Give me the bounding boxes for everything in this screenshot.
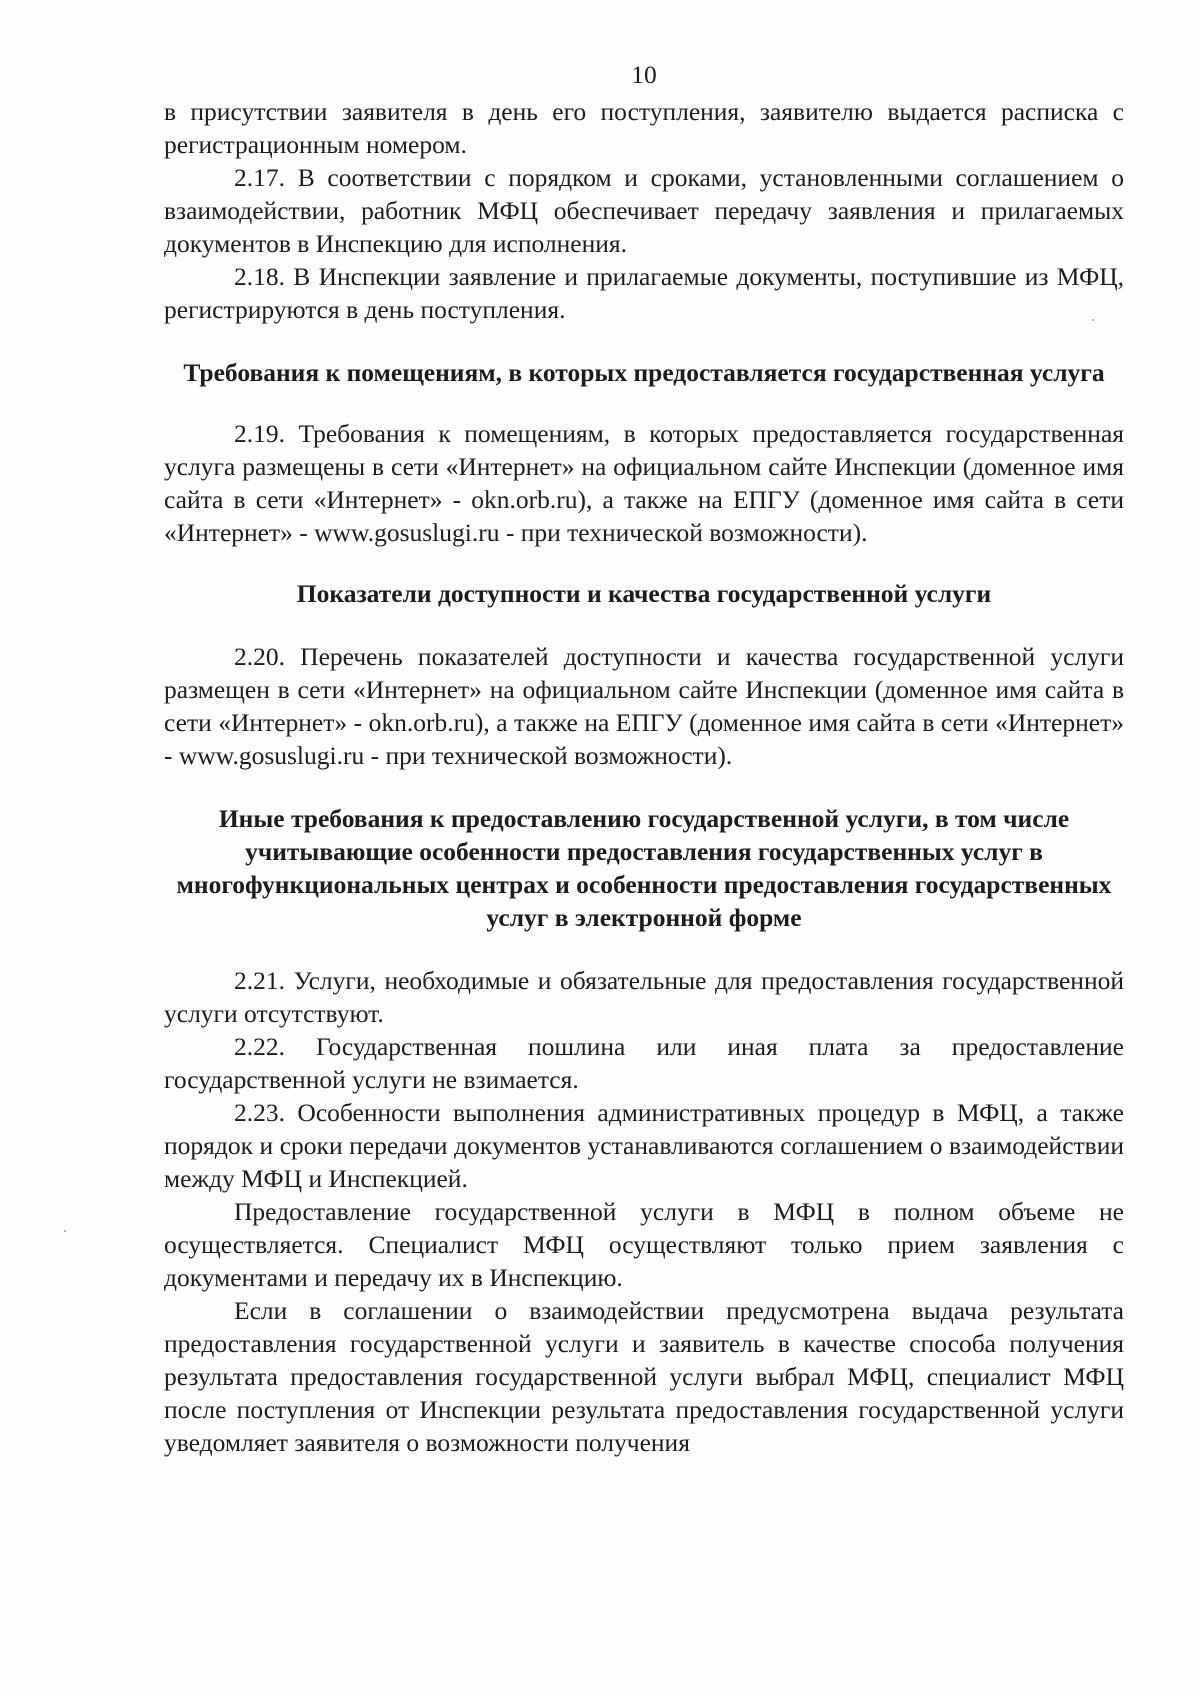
- paragraph-2-19: 2.19. Требования к помещениям, в которых предоставляется государственная услуга размещены в сети «Интернет» на официальном сайте Инспекции (доменное имя сайта в сети «Интернет» - okn.orb.ru), а также на ЕПГУ (доменное имя сайта в сети «Интернет» - www.gosuslugi.ru - при технической возможности).: [164, 419, 1124, 547]
- paragraph-2-21: 2.21. Услуги, необходимые и обязательные для предоставления государственной услуги отсутствуют.: [164, 966, 1124, 1028]
- paragraph-2-18: 2.18. В Инспекции заявление и прилагаемые документы, поступившие из МФЦ, регистрируются в день поступления.: [164, 262, 1124, 324]
- page-number: 10: [631, 60, 657, 89]
- paragraph-2-22: 2.22. Государственная пошлина или иная плата за предоставление государственной услуги не взимается.: [164, 1032, 1124, 1094]
- scan-speck: [64, 1230, 66, 1232]
- paragraph-2-23: 2.23. Особенности выполнения административных процедур в МФЦ, а также порядок и сроки передачи документов устанавливаются соглашением о взаимодействии между МФЦ и Инспекцией.: [164, 1098, 1124, 1193]
- section-heading-other-requirements: Иные требования к предоставлению государственной услуги, в том числе учитывающие особенности предоставления государственных услуг в многофункциональных центрах и особенности предоставления государственных услуг в электронной форме: [176, 804, 1112, 932]
- paragraph-2-20: 2.20. Перечень показателей доступности и качества государственной услуги размещен в сети «Интернет» на официальном сайте Инспекции (доменное имя сайта в сети «Интернет» - okn.orb.ru), а также на ЕПГУ (доменное имя сайта в сети «Интернет» - www.gosuslugi.ru - при технической возможности).: [164, 642, 1124, 770]
- section-heading-premises: Требования к помещениям, в которых предоставляется государственная услуга: [183, 358, 1105, 387]
- paragraph-mfc-result: Если в соглашении о взаимодействии предусмотрена выдача результата предоставления государственной услуги и заявитель в качестве способа получения результата предоставления государственной услуги выбрал МФЦ, специалист МФЦ после поступления от Инспекции результата предоставления государственной услуги уведомляет заявителя о возможности получения: [164, 1296, 1124, 1457]
- paragraph-continuation: в присутствии заявителя в день его поступления, заявителю выдается расписка с регистрационным номером.: [164, 97, 1124, 159]
- scan-speck: [1092, 319, 1094, 321]
- section-heading-accessibility: Показатели доступности и качества государственной услуги: [296, 579, 992, 608]
- paragraph-mfc-service: Предоставление государственной услуги в МФЦ в полном объеме не осуществляется. Специалист МФЦ осуществляют только прием заявления с документами и передачу их в Инспекцию.: [164, 1197, 1124, 1292]
- document-body: [164, 58, 1124, 1459]
- paragraph-2-17: 2.17. В соответствии с порядком и сроками, установленными соглашением о взаимодействии, работник МФЦ обеспечивает передачу заявления и прилагаемых документов в Инспекцию для исполнения.: [164, 163, 1124, 258]
